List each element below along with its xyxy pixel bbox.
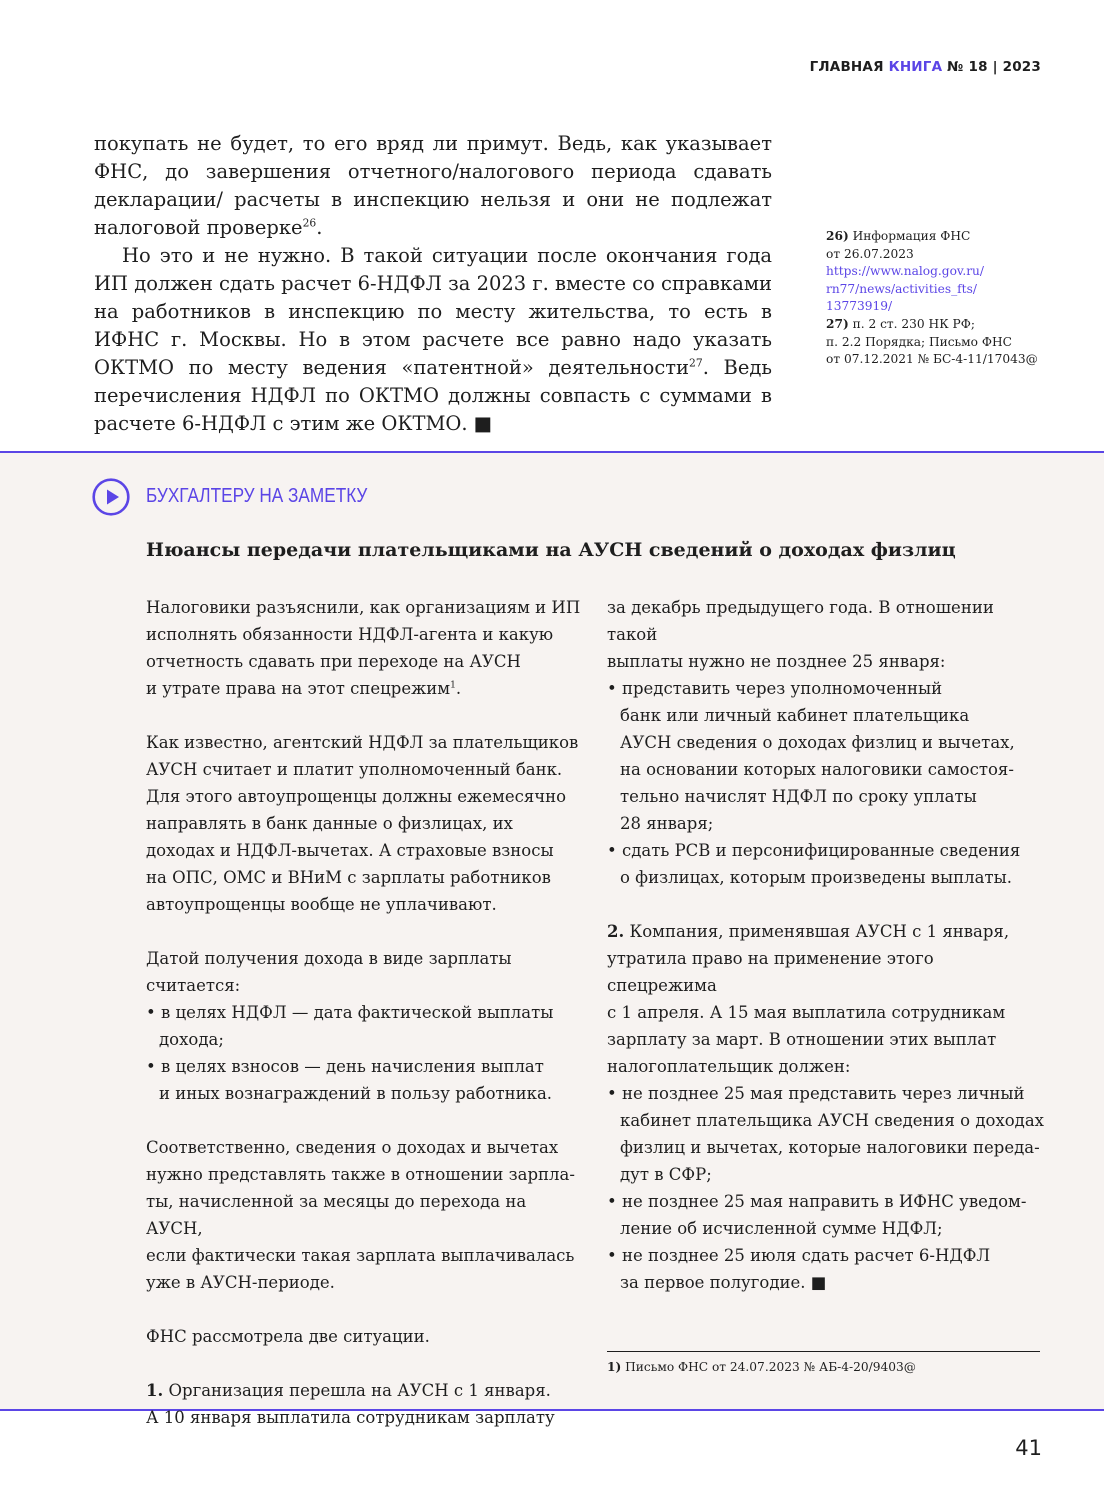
page-number: 41 bbox=[1015, 1436, 1042, 1460]
footnote-26-link[interactable]: https://www.nalog.gov.ru/ bbox=[826, 264, 985, 279]
note-title: Нюансы передачи плательщиками на АУСН сведений о доходах физлиц bbox=[146, 539, 956, 561]
note-column-right: за декабрь предыдущего года. В отношении такой выплаты нужно не позднее 25 января: • представить через уполномоченный банк или личный кабинет плательщика АУСН сведения о доходах физлиц и вычетах, на основании которых налоговики самостоя- тельно начислят НДФЛ по сроку уплаты 28 января; • сдать РСВ и персонифицированные сведения о физлицах, которым произведены выплаты. 2. Компания, применявшая АУСН с 1 января, утратила право на применение этого спецрежима с 1 апреля. А 15 мая выплатила сотрудникам зарплату за март. В отношении этих выплат налогоплательщик должен: • не позднее 25 мая представить через личный кабинет плательщика АУСН сведения о доходах физлиц и вычетах, которые налоговики переда- дут в СФР; • не позднее 25 мая направить в ИФНС уведом- ление об исчисленной сумме НДФЛ; • не позднее 25 июля сдать расчет 6-НДФЛ за первое полугодие. ■ bbox=[607, 594, 1047, 1296]
footnote-divider bbox=[607, 1351, 1040, 1352]
list-item: • в целях НДФЛ — дата фактической выплаты дохода; bbox=[146, 1003, 554, 1049]
issue-info: № 18 | 2023 bbox=[942, 59, 1041, 75]
magazine-header bbox=[810, 59, 1041, 75]
footnote-26-link[interactable]: 13773919/ bbox=[826, 299, 893, 314]
footnote-ref[interactable]: 27 bbox=[689, 356, 703, 370]
list-item: • не позднее 25 мая представить через личный кабинет плательщика АУСН сведения о доходах физлиц и вычетах, которые налоговики переда- дут в СФР; bbox=[607, 1084, 1044, 1184]
list-item: • представить через уполномоченный банк или личный кабинет плательщика АУСН сведения о доходах физлиц и вычетах, на основании которых налоговики самостоя- тельно начислят НДФЛ по сроку уплаты 28 января; bbox=[607, 679, 1015, 833]
list-item: • не позднее 25 июля сдать расчет 6-НДФЛ за первое полугодие. ■ bbox=[607, 1246, 991, 1292]
article-body bbox=[94, 130, 772, 438]
rubric-label: БУХГАЛТЕРУ НА ЗАМЕТКУ bbox=[146, 485, 368, 507]
footnote-26: 26) Информация ФНС bbox=[826, 229, 971, 243]
header-title: ГЛАВНАЯ bbox=[809, 59, 889, 75]
article-paragraph: Но это и не нужно. В такой ситуации после окончания года ИП должен сдать расчет 6-НДФЛ за 2023 г. вместе со справками на работников в инспекцию по месту жительства, то есть в ИФНС г. Москвы. Но в этом расчете все равно надо указать ОКТМО по месту ведения «патентной» деятельности$^{27}$. Ведь перечисления НДФЛ по ОКТМО должны совпасть с суммами в расчете 6-НДФЛ с этим же ОКТМО. ■ bbox=[94, 244, 773, 435]
footnote-ref[interactable]: 26 bbox=[302, 216, 317, 230]
footnote-26-link[interactable]: rn77/news/activities_fts/ bbox=[826, 281, 977, 296]
note-column-left: Налоговики разъяснили, как организациям и ИП исполнять обязанности НДФЛ-агента и какую отчетность сдавать при переходе на АУСН и утрате права на этот спецрежим$^1$. Как известно, агентский НДФЛ за плательщиков АУСН считает и платит уполномоченный банк. Для этого автоупрощенцы должны ежемесячно направлять в банк данные о физлицах, их доходах и НДФЛ-вычетах. А страховые взносы на ОПС, ОМС и ВНиМ с зарплаты работников автоупрощенцы вообще не уплачивают. Датой получения дохода в виде зарплаты считается: • в целях НДФЛ — дата фактической выплаты дохода; • в целях взносов — день начисления выплат и иных вознаграждений в пользу работника. Соответственно, сведения о доходах и вычетах нужно представлять также в отношении зарпла- ты, начисленной за месяцы до перехода на АУСН, если фактически такая зарплата выплачивалась уже в АУСН-периоде. ФНС рассмотрела две ситуации. 1. Организация перешла на АУСН с 1 января. А 10 января выплатила сотрудникам зарплату bbox=[146, 594, 586, 1431]
play-circle-icon bbox=[92, 478, 130, 516]
list-item: • не позднее 25 мая направить в ИФНС уведом- ление об исчисленной сумме НДФЛ; bbox=[607, 1192, 1027, 1238]
header-accent: КНИГА bbox=[888, 59, 943, 75]
article-paragraph: покупать не будет, то его вряд ли примут. Ведь, как указывает ФНС, до завершения отчетного/налогового периода сдавать декларации/ расчеты в инспекцию нельзя и они не подлежат налоговой проверке$^{26}$. bbox=[94, 132, 772, 239]
footnote-27: 27) п. 2 ст. 230 НК РФ; bbox=[826, 316, 975, 331]
sidebar-footnotes: 26) Информация ФНС от 26.07.2023 https://www.nalog.gov.ru/ rn77/news/activities_fts/ 13773919/ 27) п. 2 ст. 230 НК РФ; п. 2.2 Порядка; Письмо ФНС от 07.12.2021 № БС-4-11/17043@ bbox=[826, 228, 1056, 369]
situation-1: 1. Организация перешла на АУСН с 1 января. bbox=[146, 1381, 551, 1400]
note-footnote: 1) Письмо ФНС от 24.07.2023 № АБ-4-20/9403@ bbox=[607, 1360, 916, 1374]
situation-2: 2. Компания, применявшая АУСН с 1 января, bbox=[607, 922, 1010, 941]
list-item: • в целях взносов — день начисления выплат и иных вознаграждений в пользу работника. bbox=[146, 1057, 553, 1103]
footnote-ref[interactable]: 1 bbox=[450, 680, 456, 691]
list-item: • сдать РСВ и персонифицированные сведения о физлицах, которым произведены выплаты. bbox=[607, 841, 1021, 887]
